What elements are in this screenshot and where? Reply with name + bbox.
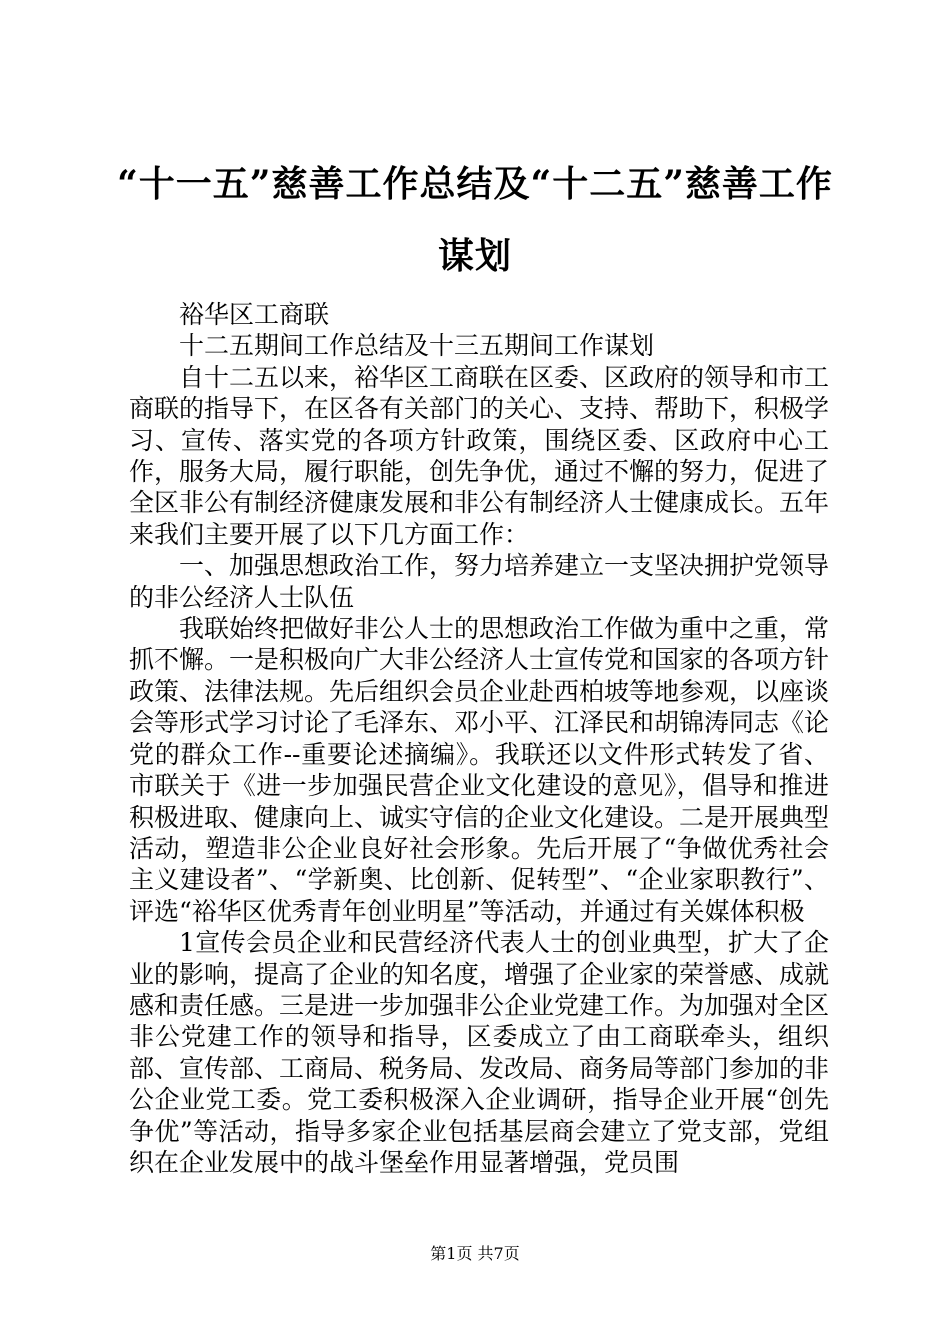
body-paragraph: 裕华区工商联 [179, 300, 330, 329]
body-paragraph: 十二五期间工作总结及十三五期间工作谋划 [179, 331, 655, 361]
body-paragraph: 自十二五以来，裕华区工商联在区委、区政府的领导和市工商联的指导下，在区各有关部门的关心、支持、帮助下，积极学习、宣传、落实党的各项方针政策，围绕区委、区政府中心工作，服务大局，履行职能，创先争优，通过不懈的努力，促进了全区非公有制经济健康发展和非公有制经济人士健康成长。五年来我们主要开展了以下几方面工作： [129, 362, 830, 549]
document-title: “十一五”慈善工作总结及“十二五”慈善工作谋划 [117, 163, 833, 277]
body-paragraph: 我联始终把做好非公人士的思想政治工作做为重中之重，常抓不懈。一是积极向广大非公经济人士宣传党和国家的各项方针政策、法律法规。先后组织会员企业赴西柏坡等地参观，以座谈会等形式学习讨论了毛泽东、邓小平、江泽民和胡锦涛同志《论党的群众工作--重要论述摘编》。我联还以文件形式转发了省、市联关于《进一步加强民营企业文化建设的意见》，倡导和推进积极进取、健康向上、诚实守信的企业文化建设。二是开展典型活动，塑造非公企业良好社会形象。先后开展了“争做优秀社会主义建设者”、“学新奥、比创新、促转型”、“企业家职教行”、评选“裕华区优秀青年创业明星”等活动，并通过有关媒体积极 [129, 614, 830, 926]
document-body [129, 299, 829, 1178]
body-paragraph: 1宣传会员企业和民营经济代表人士的创业典型，扩大了企业的影响，提高了企业的知名度，增强了企业家的荣誉感、成就感和责任感。三是进一步加强非公企业党建工作。为加强对全区非公党建工作的领导和指导，区委成立了由工商联牵头，组织部、宣传部、工商局、税务局、发改局、商务局等部门参加的非公企业党工委。党工委积极深入企业调研，指导企业开展“创先争优”等活动，指导多家企业包括基层商会建立了党支部，党组织在企业发展中的战斗堡垒作用显著增强，党员围 [129, 928, 830, 1177]
page-number-footer: 第1页 共7页 [430, 1244, 520, 1263]
body-paragraph: 一、加强思想政治工作，努力培养建立一支坚决拥护党领导的非公经济人士队伍 [129, 551, 830, 612]
